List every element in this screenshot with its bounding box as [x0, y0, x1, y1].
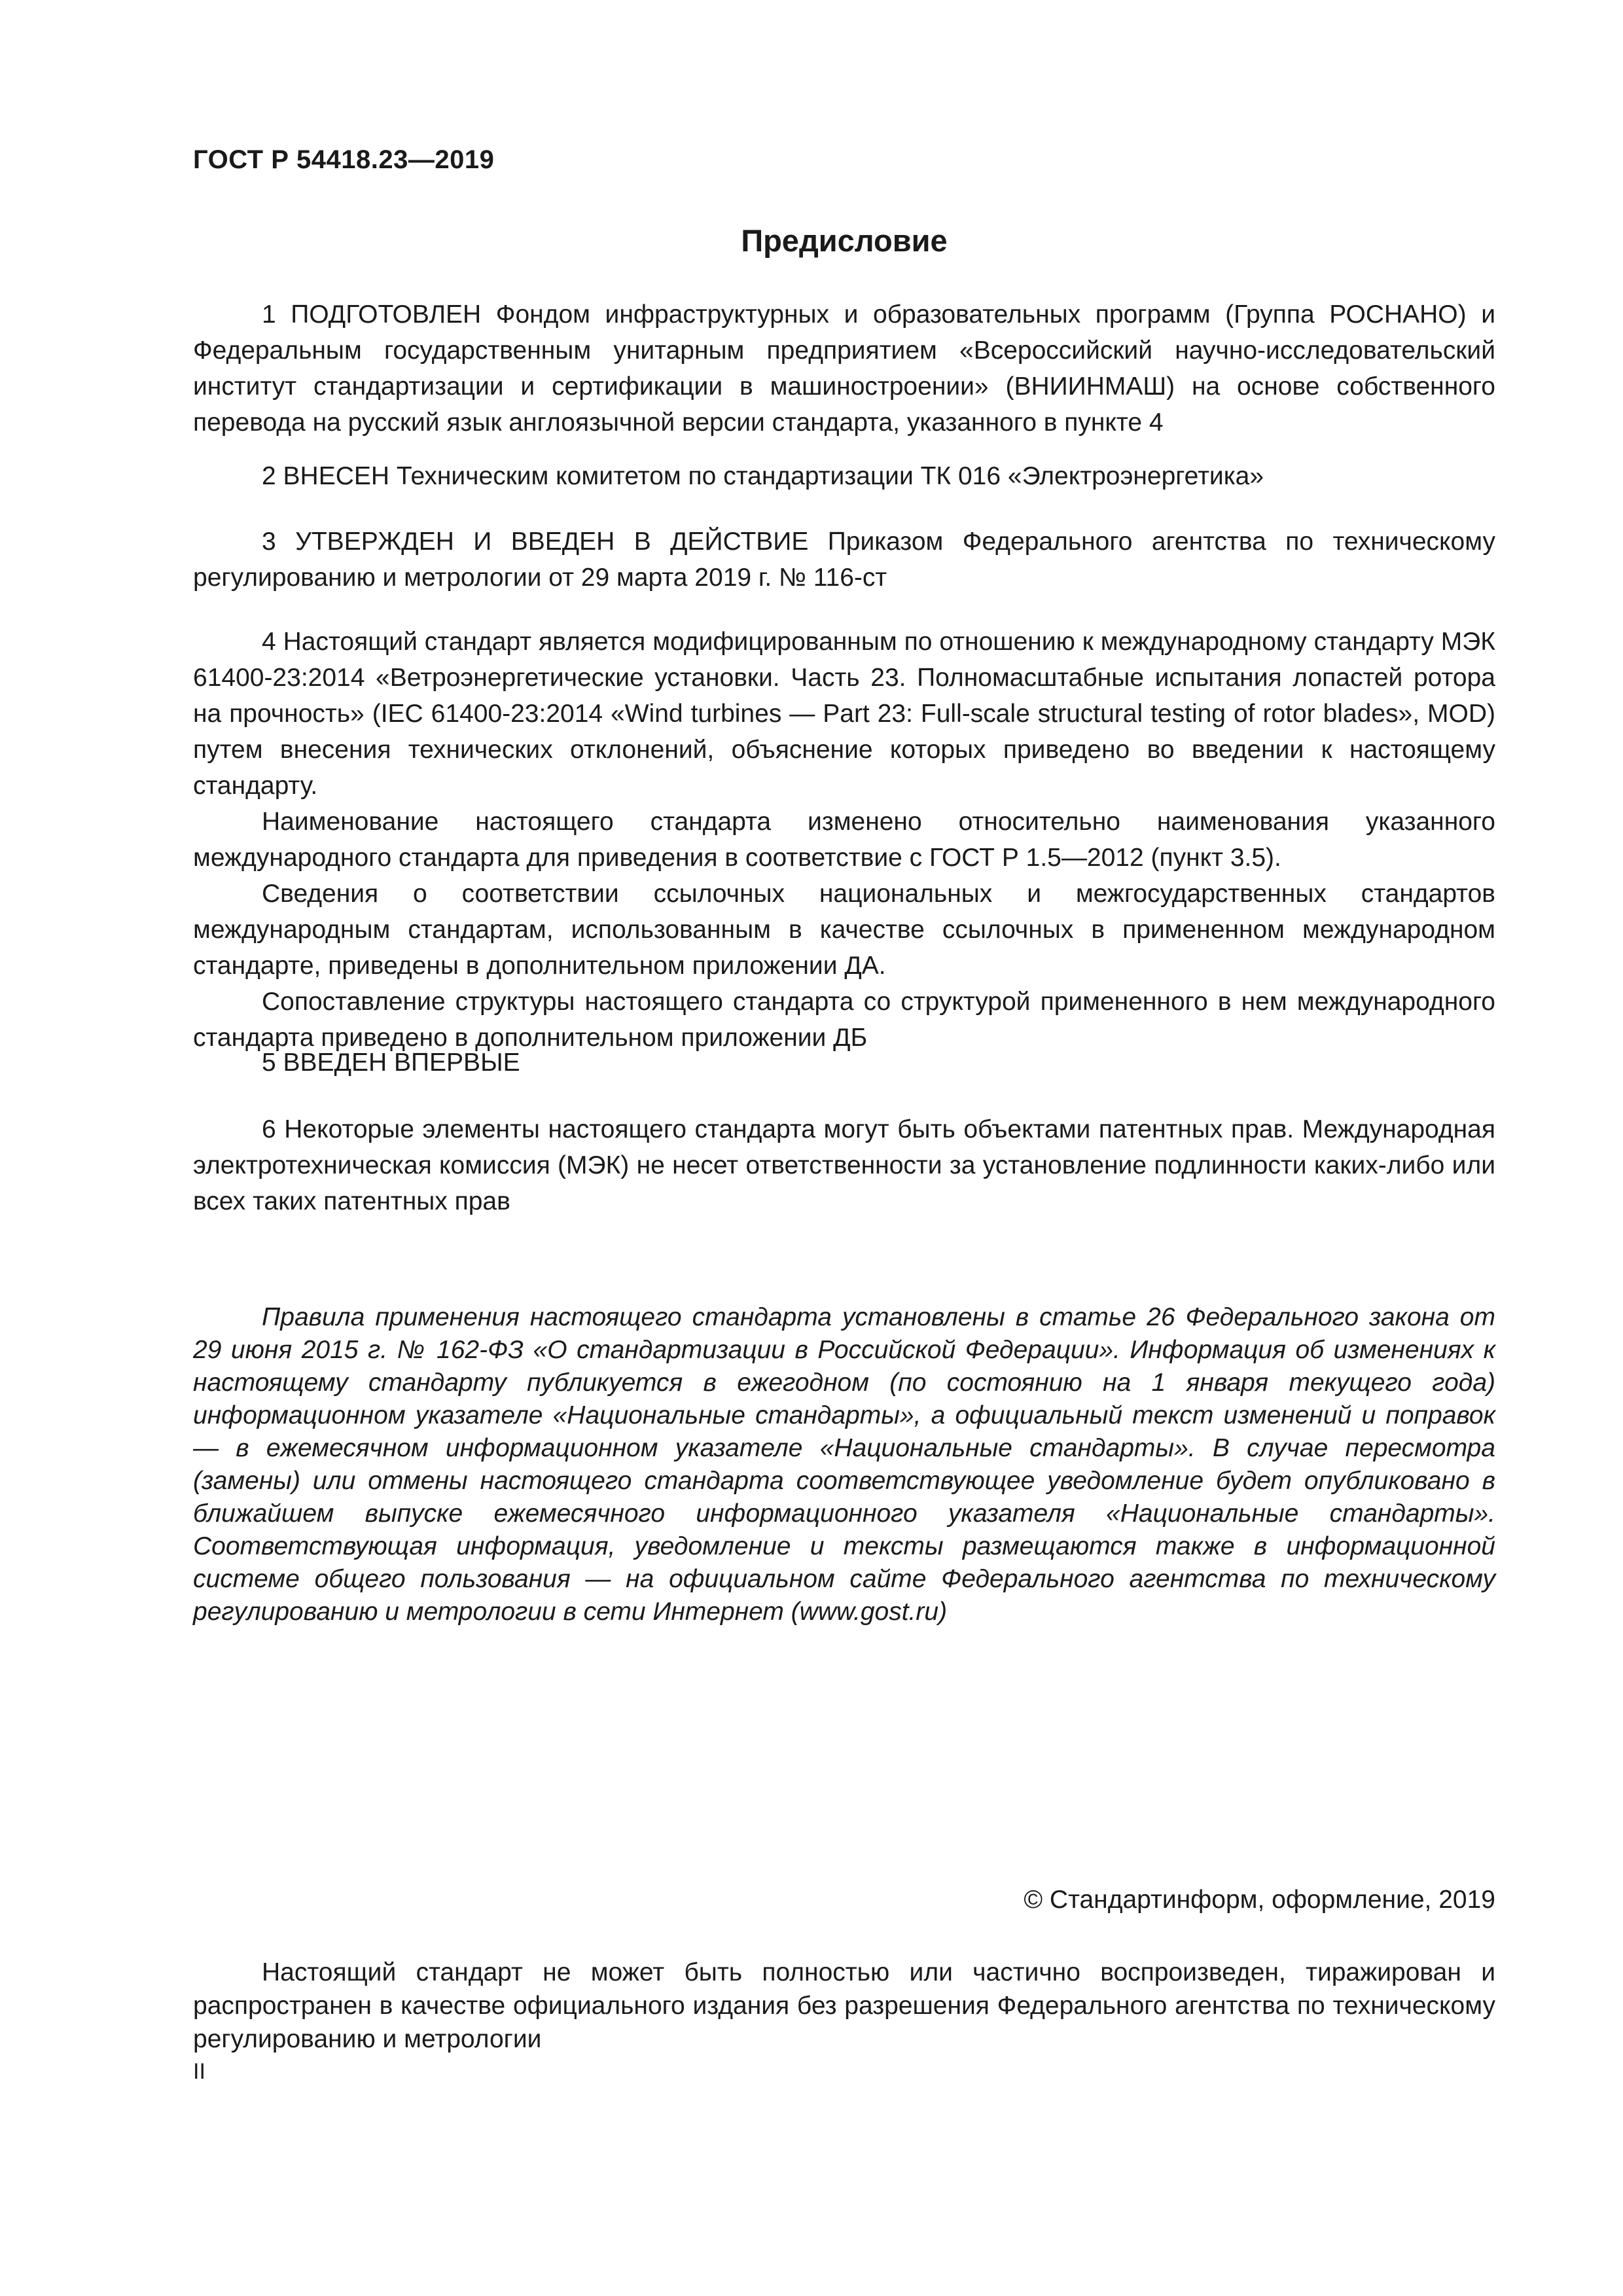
- application-rules-notice: [193, 1301, 1495, 1628]
- foreword-item-2: [193, 458, 1495, 494]
- foreword-paragraph: Сведения о соответствии ссылочных национальных и межгосударственных стандартов международным стандартам, использованным в качестве ссылочных в примененном международном стандарте, приведены в дополнительном приложении ДА.: [193, 880, 1495, 980]
- page-number: II: [193, 2059, 205, 2084]
- foreword-paragraph: 2 ВНЕСЕН Техническим комитетом по стандартизации ТК 016 «Электроэнергетика»: [262, 462, 1264, 490]
- foreword-item-5: [193, 1045, 1495, 1081]
- foreword-paragraph: 6 Некоторые элементы настоящего стандарта могут быть объектами патентных прав. Международная электротехническая комиссия (МЭК) не несет ответственности за установление подлинности каких-либо или всех таких патентных прав: [193, 1115, 1495, 1215]
- foreword-paragraph: 1 ПОДГОТОВЛЕН Фондом инфраструктурных и образовательных программ (Группа РОСНАНО) и Федеральным государственным унитарным предприятием «Всероссийский научно-исследовательский институт стандартизации и сертификации в машиностроении» (ВНИИНМАШ) на основе собственного перевода на русский язык англоязычной версии стандарта, указанного в пункте 4: [193, 300, 1495, 437]
- reproduction-notice: [193, 1956, 1495, 2056]
- foreword-item-3: [193, 524, 1495, 596]
- foreword-paragraph: Наименование настоящего стандарта изменено относительно наименования указанного международного стандарта для приведения в соответствие с ГОСТ Р 1.5—2012 (пункт 3.5).: [193, 808, 1495, 872]
- foreword-item-1: [193, 296, 1495, 440]
- reproduction-paragraph: Настоящий стандарт не может быть полностью или частично воспроизведен, тиражирован и распространен в качестве официального издания без разрешения Федерального агентства по техническому регулированию и метрологии: [193, 1958, 1495, 2053]
- foreword-paragraph: Сопоставление структуры настоящего стандарта со структурой примененного в нем международного стандарта приведено в дополнительном приложении ДБ: [193, 988, 1495, 1052]
- foreword-paragraph: 5 ВВЕДЕН ВПЕРВЫЕ: [262, 1049, 520, 1077]
- foreword-item-6: [193, 1111, 1495, 1219]
- standard-number-header: ГОСТ Р 54418.23—2019: [193, 145, 495, 174]
- foreword-paragraph: 4 Настоящий стандарт является модифицированным по отношению к международному стандарту МЭК 61400-23:2014 «Ветроэнергетические установки. Часть 23. Полномасштабные испытания лопастей ротора на прочность» (IEC 61400-23:2014 «Wind turbines — Part 23: Full-scale structural testing of rotor blades», MOD) путем внесения технических отклонений, объяснение которых приведено во введении к настоящему стандарту.: [193, 628, 1495, 800]
- foreword-item-4: [193, 624, 1495, 1056]
- page-title: Предисловие: [741, 223, 948, 258]
- foreword-paragraph: 3 УТВЕРЖДЕН И ВВЕДЕН В ДЕЙСТВИЕ Приказом Федерального агентства по техническому регулированию и метрологии от 29 марта 2019 г. № 116-ст: [193, 528, 1495, 592]
- copyright-line: © Стандартинформ, оформление, 2019: [1024, 1886, 1495, 1914]
- notice-paragraph: Правила применения настоящего стандарта установлены в статье 26 Федерального закона от 29 июня 2015 г. № 162-ФЗ «О стандартизации в Российской Федерации». Информация об изменениях к настоящему стандарту публикуется в ежегодном (по состоянию на 1 января текущего года) информационном указателе «Национальные стандарты», а официальный текст изменений и поправок — в ежемесячном информационном указателе «Национальные стандарты». В случае пересмотра (замены) или отмены настоящего стандарта соответствующее уведомление будет опубликовано в ближайшем выпуске ежемесячного информационного указателя «Национальные стандарты». Соответствующая информация, уведомление и тексты размещаются также в информационной системе общего пользования — на официальном сайте Федерального агентства по техническому регулированию и метрологии в сети Интернет (www.gost.ru): [193, 1303, 1495, 1626]
